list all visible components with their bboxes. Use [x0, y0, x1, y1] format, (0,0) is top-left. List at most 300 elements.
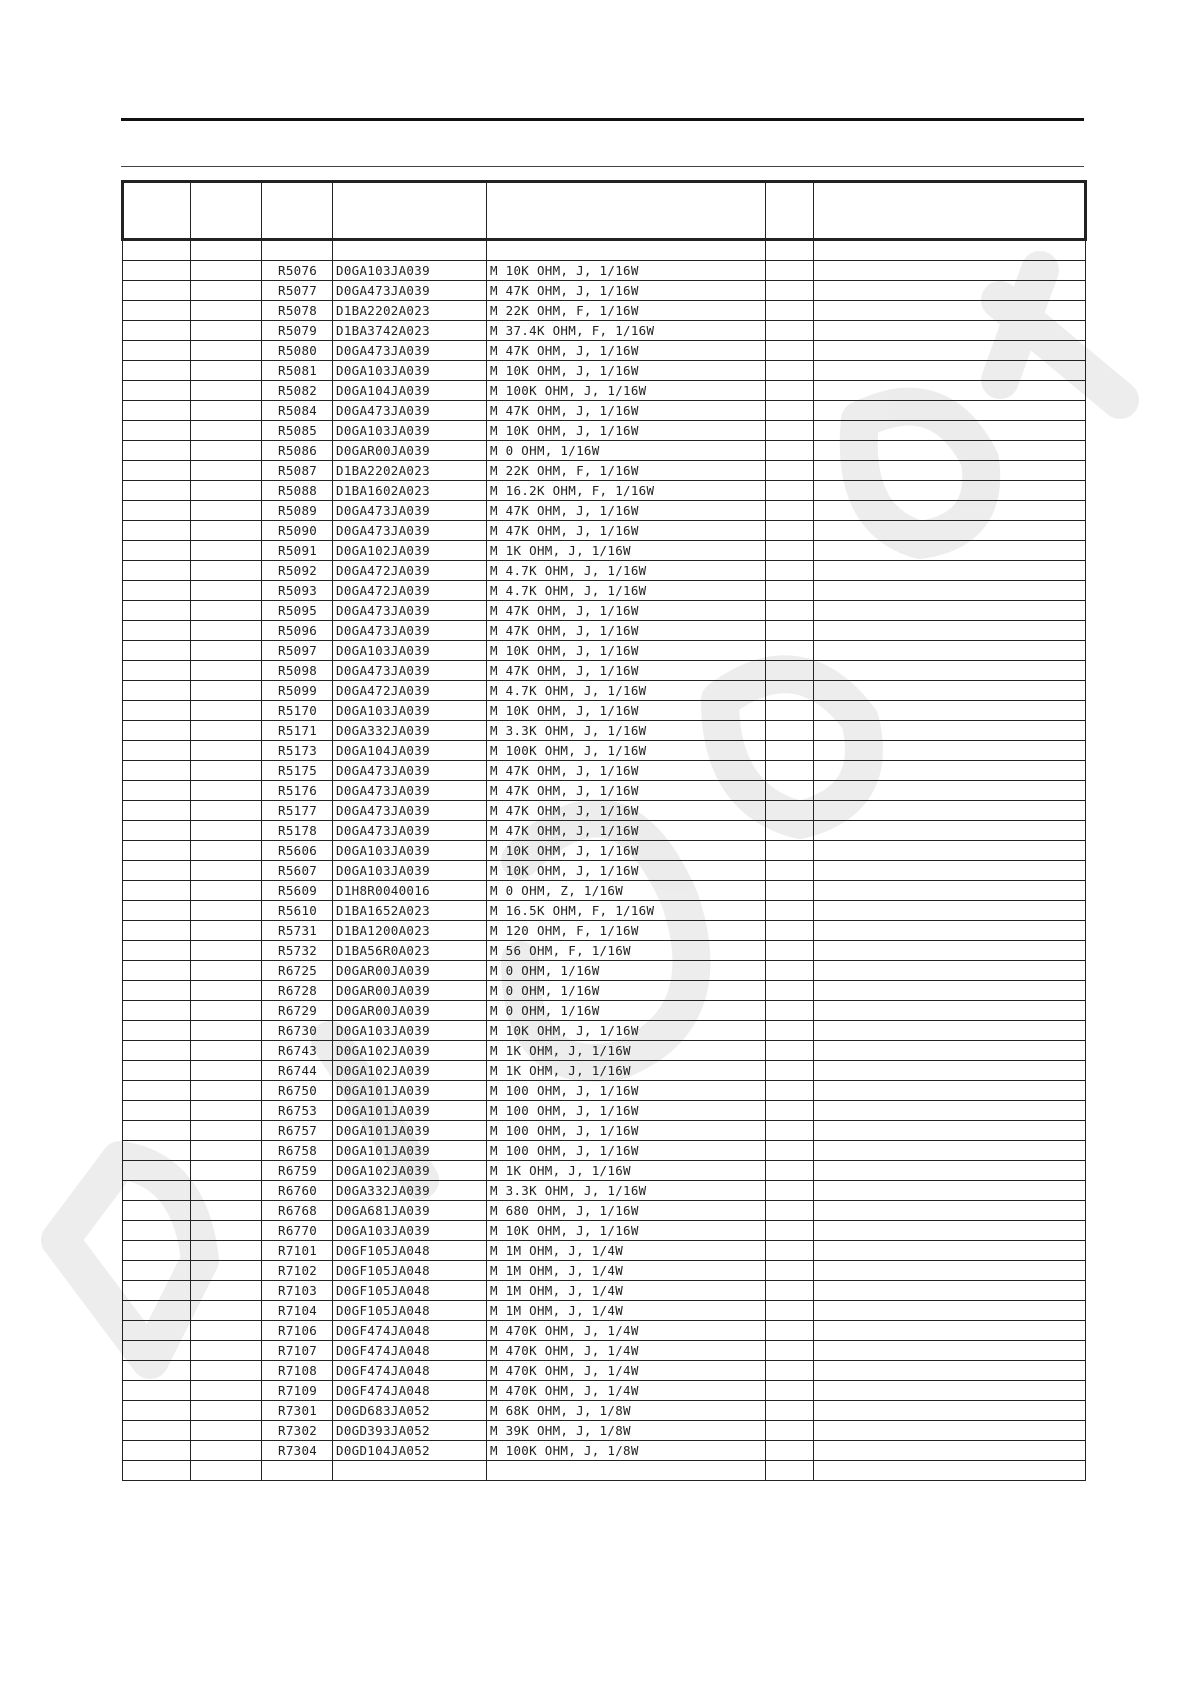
description-cell: M 22K OHM, F, 1/16W [487, 461, 766, 481]
description-cell: M 47K OHM, J, 1/16W [487, 501, 766, 521]
table-row [123, 701, 1086, 721]
remarks-cell [814, 741, 1086, 761]
remarks-cell [814, 461, 1086, 481]
pos-cell [191, 441, 262, 461]
description-cell: M 47K OHM, J, 1/16W [487, 801, 766, 821]
no-cell [123, 381, 191, 401]
qty-cell [766, 661, 814, 681]
description-cell: M 470K OHM, J, 1/4W [487, 1361, 766, 1381]
no-cell [123, 261, 191, 281]
pos-cell [191, 921, 262, 941]
pos-cell [191, 1021, 262, 1041]
qty-cell [766, 761, 814, 781]
description-cell: M 10K OHM, J, 1/16W [487, 361, 766, 381]
part-no-cell: D0GAR00JA039 [333, 981, 487, 1001]
part-no-cell: D0GA103JA039 [333, 421, 487, 441]
no-cell [123, 681, 191, 701]
table-row [123, 721, 1086, 741]
qty-cell [766, 1381, 814, 1401]
remarks-cell [814, 1361, 1086, 1381]
qty-cell [766, 801, 814, 821]
ref-no-cell: R6725 [262, 961, 333, 981]
no-cell [123, 581, 191, 601]
description-cell: M 4.7K OHM, J, 1/16W [487, 681, 766, 701]
table-row [123, 1421, 1086, 1441]
pos-cell [191, 1181, 262, 1201]
pos-cell [191, 801, 262, 821]
table-row [123, 1221, 1086, 1241]
part-no-cell: D0GAR00JA039 [333, 1001, 487, 1021]
qty-cell [766, 381, 814, 401]
qty-cell [766, 941, 814, 961]
remarks-cell [814, 941, 1086, 961]
qty-cell [766, 301, 814, 321]
remarks-cell [814, 701, 1086, 721]
table-row [123, 1081, 1086, 1101]
pos-cell [191, 961, 262, 981]
ref-no-cell: R6729 [262, 1001, 333, 1021]
no-cell [123, 1001, 191, 1021]
remarks-cell [814, 1061, 1086, 1081]
table-row [123, 621, 1086, 641]
table-row [123, 661, 1086, 681]
description-cell: M 100K OHM, J, 1/16W [487, 381, 766, 401]
part-no-cell: D0GA101JA039 [333, 1081, 487, 1101]
pos-cell [191, 601, 262, 621]
table-row [123, 381, 1086, 401]
ref-no-cell: R7106 [262, 1321, 333, 1341]
description-cell: M 1K OHM, J, 1/16W [487, 1161, 766, 1181]
no-cell [123, 1421, 191, 1441]
ref-no-cell: R5089 [262, 501, 333, 521]
remarks-cell [814, 421, 1086, 441]
no-cell [123, 701, 191, 721]
no-cell [123, 1201, 191, 1221]
remarks-cell [814, 281, 1086, 301]
qty-cell [766, 621, 814, 641]
part-no-cell: D0GA473JA039 [333, 501, 487, 521]
table-row [123, 321, 1086, 341]
no-cell [123, 1161, 191, 1181]
qty-cell [766, 1121, 814, 1141]
table-row [123, 481, 1086, 501]
table-row [123, 881, 1086, 901]
ref-no-cell: R5087 [262, 461, 333, 481]
no-cell [123, 601, 191, 621]
description-cell: M 100K OHM, J, 1/8W [487, 1441, 766, 1461]
no-cell [123, 821, 191, 841]
remarks-cell [814, 1401, 1086, 1421]
remarks-cell [814, 901, 1086, 921]
no-cell [123, 1041, 191, 1061]
remarks-cell [814, 1181, 1086, 1201]
table-row [123, 1301, 1086, 1321]
table-row [123, 801, 1086, 821]
table-row [123, 921, 1086, 941]
no-cell [123, 961, 191, 981]
part-no-cell: D1H8R0040016 [333, 881, 487, 901]
part-no-cell: D0GD104JA052 [333, 1441, 487, 1461]
ref-no-cell: R7104 [262, 1301, 333, 1321]
table-row [123, 1001, 1086, 1021]
header-cell [262, 182, 333, 240]
qty-cell [766, 541, 814, 561]
no-cell [123, 1381, 191, 1401]
remarks-cell [814, 581, 1086, 601]
qty-cell [766, 1321, 814, 1341]
remarks-cell [814, 1161, 1086, 1181]
ref-no-cell: R6730 [262, 1021, 333, 1041]
no-cell [123, 281, 191, 301]
no-cell [123, 921, 191, 941]
remarks-cell [814, 381, 1086, 401]
description-cell: M 0 OHM, 1/16W [487, 1001, 766, 1021]
qty-cell [766, 1101, 814, 1121]
table-row [123, 761, 1086, 781]
pos-cell [191, 381, 262, 401]
no-cell [123, 1341, 191, 1361]
qty-cell [766, 1441, 814, 1461]
remarks-cell [814, 881, 1086, 901]
blank-row [123, 1461, 1086, 1481]
table-row [123, 461, 1086, 481]
ref-no-cell: R7302 [262, 1421, 333, 1441]
qty-cell [766, 1361, 814, 1381]
description-cell: M 47K OHM, J, 1/16W [487, 401, 766, 421]
no-cell [123, 1141, 191, 1161]
remarks-cell [814, 921, 1086, 941]
ref-no-cell: R5170 [262, 701, 333, 721]
qty-cell [766, 721, 814, 741]
part-no-cell: D0GA103JA039 [333, 1021, 487, 1041]
no-cell [123, 421, 191, 441]
part-no-cell: D1BA2202A023 [333, 461, 487, 481]
description-cell: M 4.7K OHM, J, 1/16W [487, 581, 766, 601]
no-cell [123, 741, 191, 761]
qty-cell [766, 981, 814, 1001]
part-no-cell: D0GA473JA039 [333, 801, 487, 821]
remarks-cell [814, 781, 1086, 801]
qty-cell [766, 1261, 814, 1281]
no-cell [123, 341, 191, 361]
description-cell: M 1M OHM, J, 1/4W [487, 1241, 766, 1261]
no-cell [123, 461, 191, 481]
table-row [123, 1101, 1086, 1121]
ref-no-cell: R5731 [262, 921, 333, 941]
ref-no-cell: R5175 [262, 761, 333, 781]
remarks-cell [814, 321, 1086, 341]
pos-cell [191, 461, 262, 481]
part-no-cell: D1BA2202A023 [333, 301, 487, 321]
ref-no-cell: R7301 [262, 1401, 333, 1421]
part-no-cell: D0GD683JA052 [333, 1401, 487, 1421]
table-row [123, 961, 1086, 981]
part-no-cell: D0GA473JA039 [333, 761, 487, 781]
pos-cell [191, 641, 262, 661]
remarks-cell [814, 961, 1086, 981]
pos-cell [191, 821, 262, 841]
part-no-cell: D0GA473JA039 [333, 821, 487, 841]
description-cell: M 39K OHM, J, 1/8W [487, 1421, 766, 1441]
remarks-cell [814, 641, 1086, 661]
table-row [123, 441, 1086, 461]
part-no-cell: D0GA102JA039 [333, 1041, 487, 1061]
no-cell [123, 661, 191, 681]
no-cell [123, 801, 191, 821]
ref-no-cell: R5085 [262, 421, 333, 441]
qty-cell [766, 1281, 814, 1301]
remarks-cell [814, 1001, 1086, 1021]
qty-cell [766, 1241, 814, 1261]
description-cell: M 100 OHM, J, 1/16W [487, 1101, 766, 1121]
table-row [123, 541, 1086, 561]
qty-cell [766, 601, 814, 621]
no-cell [123, 981, 191, 1001]
table-row [123, 1061, 1086, 1081]
ref-no-cell: R5607 [262, 861, 333, 881]
remarks-cell [814, 821, 1086, 841]
part-no-cell: D0GAR00JA039 [333, 441, 487, 461]
pos-cell [191, 941, 262, 961]
part-no-cell: D0GF105JA048 [333, 1241, 487, 1261]
no-cell [123, 881, 191, 901]
remarks-cell [814, 1381, 1086, 1401]
part-no-cell: D0GA103JA039 [333, 861, 487, 881]
remarks-cell [814, 841, 1086, 861]
no-cell [123, 541, 191, 561]
ref-no-cell: R5099 [262, 681, 333, 701]
qty-cell [766, 841, 814, 861]
table-row [123, 1401, 1086, 1421]
table-row [123, 1181, 1086, 1201]
remarks-cell [814, 981, 1086, 1001]
no-cell [123, 401, 191, 421]
description-cell: M 10K OHM, J, 1/16W [487, 1221, 766, 1241]
ref-no-cell: R5091 [262, 541, 333, 561]
remarks-cell [814, 601, 1086, 621]
ref-no-cell: R5079 [262, 321, 333, 341]
remarks-cell [814, 1081, 1086, 1101]
table-row [123, 1121, 1086, 1141]
description-cell: M 47K OHM, J, 1/16W [487, 341, 766, 361]
table-row [123, 1161, 1086, 1181]
remarks-cell [814, 301, 1086, 321]
part-no-cell: D0GF105JA048 [333, 1261, 487, 1281]
pos-cell [191, 1001, 262, 1021]
remarks-cell [814, 1121, 1086, 1141]
part-no-cell: D0GF474JA048 [333, 1361, 487, 1381]
pos-cell [191, 1401, 262, 1421]
no-cell [123, 321, 191, 341]
ref-no-cell: R5178 [262, 821, 333, 841]
qty-cell [766, 1421, 814, 1441]
description-cell: M 100 OHM, J, 1/16W [487, 1121, 766, 1141]
ref-no-cell: R5609 [262, 881, 333, 901]
description-cell: M 10K OHM, J, 1/16W [487, 261, 766, 281]
no-cell [123, 1321, 191, 1341]
description-cell: M 1M OHM, J, 1/4W [487, 1261, 766, 1281]
ref-no-cell: R5080 [262, 341, 333, 361]
qty-cell [766, 701, 814, 721]
ref-no-cell: R5078 [262, 301, 333, 321]
blank-row [123, 240, 1086, 261]
part-no-cell: D0GA472JA039 [333, 581, 487, 601]
remarks-cell [814, 401, 1086, 421]
description-cell: M 22K OHM, F, 1/16W [487, 301, 766, 321]
qty-cell [766, 401, 814, 421]
remarks-cell [814, 1321, 1086, 1341]
remarks-cell [814, 561, 1086, 581]
qty-cell [766, 1301, 814, 1321]
no-cell [123, 901, 191, 921]
qty-cell [766, 581, 814, 601]
remarks-cell [814, 861, 1086, 881]
pos-cell [191, 1341, 262, 1361]
no-cell [123, 301, 191, 321]
remarks-cell [814, 1041, 1086, 1061]
qty-cell [766, 641, 814, 661]
part-no-cell: D0GA104JA039 [333, 741, 487, 761]
ref-no-cell: R6760 [262, 1181, 333, 1201]
pos-cell [191, 1261, 262, 1281]
qty-cell [766, 1161, 814, 1181]
qty-cell [766, 341, 814, 361]
table-row [123, 581, 1086, 601]
remarks-cell [814, 1261, 1086, 1281]
description-cell: M 47K OHM, J, 1/16W [487, 601, 766, 621]
pos-cell [191, 1421, 262, 1441]
part-no-cell: D0GA473JA039 [333, 281, 487, 301]
ref-no-cell: R5606 [262, 841, 333, 861]
no-cell [123, 1441, 191, 1461]
ref-no-cell: R7102 [262, 1261, 333, 1281]
part-no-cell: D0GA101JA039 [333, 1101, 487, 1121]
remarks-cell [814, 721, 1086, 741]
table-row [123, 341, 1086, 361]
remarks-cell [814, 1441, 1086, 1461]
ref-no-cell: R5177 [262, 801, 333, 821]
qty-cell [766, 461, 814, 481]
qty-cell [766, 361, 814, 381]
description-cell: M 10K OHM, J, 1/16W [487, 841, 766, 861]
pos-cell [191, 1121, 262, 1141]
part-no-cell: D0GA103JA039 [333, 1221, 487, 1241]
table-row [123, 821, 1086, 841]
ref-no-cell: R7109 [262, 1381, 333, 1401]
part-no-cell: D0GA473JA039 [333, 601, 487, 621]
ref-no-cell: R5082 [262, 381, 333, 401]
pos-cell [191, 1241, 262, 1261]
header-cell [191, 182, 262, 240]
header-rule [121, 166, 1084, 167]
ref-no-cell: R6758 [262, 1141, 333, 1161]
pos-cell [191, 901, 262, 921]
pos-cell [191, 1301, 262, 1321]
qty-cell [766, 441, 814, 461]
remarks-cell [814, 1141, 1086, 1161]
ref-no-cell: R5076 [262, 261, 333, 281]
pos-cell [191, 701, 262, 721]
description-cell: M 100 OHM, J, 1/16W [487, 1081, 766, 1101]
header-cell [333, 182, 487, 240]
part-no-cell: D1BA1602A023 [333, 481, 487, 501]
pos-cell [191, 341, 262, 361]
part-no-cell: D0GA473JA039 [333, 661, 487, 681]
part-no-cell: D0GA102JA039 [333, 1061, 487, 1081]
part-no-cell: D0GA681JA039 [333, 1201, 487, 1221]
remarks-cell [814, 501, 1086, 521]
description-cell: M 3.3K OHM, J, 1/16W [487, 1181, 766, 1201]
qty-cell [766, 501, 814, 521]
description-cell: M 10K OHM, J, 1/16W [487, 861, 766, 881]
qty-cell [766, 321, 814, 341]
no-cell [123, 561, 191, 581]
pos-cell [191, 561, 262, 581]
pos-cell [191, 1061, 262, 1081]
no-cell [123, 1121, 191, 1141]
table-row [123, 1381, 1086, 1401]
ref-no-cell: R5732 [262, 941, 333, 961]
no-cell [123, 1241, 191, 1261]
remarks-cell [814, 521, 1086, 541]
table-row [123, 301, 1086, 321]
no-cell [123, 1281, 191, 1301]
description-cell: M 10K OHM, J, 1/16W [487, 1021, 766, 1041]
part-no-cell: D1BA56R0A023 [333, 941, 487, 961]
pos-cell [191, 1281, 262, 1301]
pos-cell [191, 301, 262, 321]
no-cell [123, 501, 191, 521]
description-cell: M 0 OHM, Z, 1/16W [487, 881, 766, 901]
description-cell: M 47K OHM, J, 1/16W [487, 821, 766, 841]
remarks-cell [814, 681, 1086, 701]
no-cell [123, 1401, 191, 1421]
part-no-cell: D0GF474JA048 [333, 1341, 487, 1361]
description-cell: M 10K OHM, J, 1/16W [487, 641, 766, 661]
no-cell [123, 1101, 191, 1121]
table-row [123, 1141, 1086, 1161]
part-no-cell: D0GA102JA039 [333, 541, 487, 561]
qty-cell [766, 861, 814, 881]
description-cell: M 470K OHM, J, 1/4W [487, 1381, 766, 1401]
part-no-cell: D0GA473JA039 [333, 401, 487, 421]
part-no-cell: D0GD393JA052 [333, 1421, 487, 1441]
no-cell [123, 361, 191, 381]
remarks-cell [814, 661, 1086, 681]
table-row [123, 501, 1086, 521]
description-cell: M 47K OHM, J, 1/16W [487, 761, 766, 781]
description-cell: M 47K OHM, J, 1/16W [487, 281, 766, 301]
part-no-cell: D0GA101JA039 [333, 1141, 487, 1161]
no-cell [123, 441, 191, 461]
ref-no-cell: R6770 [262, 1221, 333, 1241]
description-cell: M 0 OHM, 1/16W [487, 441, 766, 461]
ref-no-cell: R5097 [262, 641, 333, 661]
qty-cell [766, 1401, 814, 1421]
description-cell: M 470K OHM, J, 1/4W [487, 1341, 766, 1361]
remarks-cell [814, 481, 1086, 501]
ref-no-cell: R5171 [262, 721, 333, 741]
description-cell: M 100K OHM, J, 1/16W [487, 741, 766, 761]
pos-cell [191, 401, 262, 421]
part-no-cell: D1BA1200A023 [333, 921, 487, 941]
pos-cell [191, 1161, 262, 1181]
ref-no-cell: R6743 [262, 1041, 333, 1061]
pos-cell [191, 1321, 262, 1341]
part-no-cell: D0GA103JA039 [333, 841, 487, 861]
part-no-cell: D0GAR00JA039 [333, 961, 487, 981]
description-cell: M 4.7K OHM, J, 1/16W [487, 561, 766, 581]
